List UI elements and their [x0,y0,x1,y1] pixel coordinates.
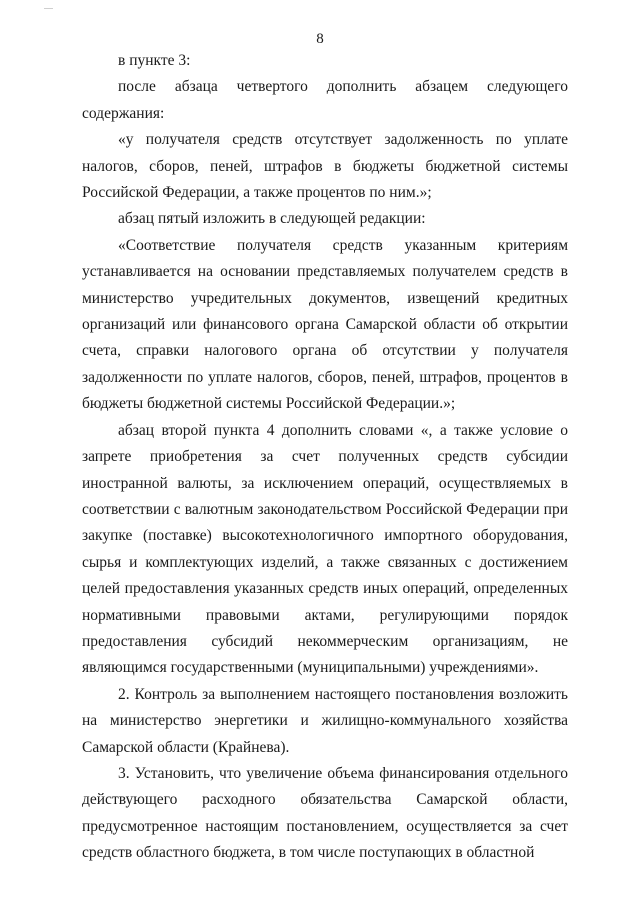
scan-mark [44,8,53,9]
paragraph-insert-after-fourth: после абзаца четвертого дополнить абзацем следующего содержания: [82,78,568,122]
paragraph-no-debt-clause: «у получателя средств отсутствует задолженность по уплате налогов, сборов, пеней, штрафов в бюджеты бюджетной системы Российской Федерации, а также процентов по ним.»; [82,131,568,202]
paragraph-item-3-intro: в пункте 3: [118,52,191,69]
paragraph-criteria-compliance: «Соответствие получателя средств указанным критериям устанавливается на основании представляемых получателем средств в министерство учредительных документов, извещений кредитных организаций или финансового органа Самарской области об открытии счета, справки налогового органа об отсутствии у получателя задолженности по уплате налогов, сборов, пеней, штрафов, процентов в бюджеты бюджетной системы Российской Федерации.»; [82,236,568,413]
paragraph-funding-increase: 3. Установить, что увеличение объема финансирования отдельного действующего расходного обязательства Самарской области, предусмотренное настоящим постановлением, осуществляется за счет средств областного бюджета, в том числе поступающих в областной [82,764,568,862]
paragraph-control-assignment: 2. Контроль за выполнением настоящего постановления возложить на министерство энергетики и жилищно-коммунального хозяйства Самарской области (Крайнева). [82,685,568,756]
paragraph-currency-prohibition: абзац второй пункта 4 дополнить словами «, а также условие о запрете приобретения за счет полученных средств субсидии иностранной валюты, за исключением операций, осуществляемых в соответствии с валютным законодательством Российской Федерации при закупке (поставке) высокотехнологичного импортного оборудования, сырья и комплектующих изделий, а также связанных с достижением целей предоставления указанных средств иных операций, определенных нормативными правовыми актами, регулирующими порядок предоставления субсидий некоммерческим организациям, не являющимся государственными (муниципальными) учреждениями». [82,421,568,677]
page-number: 8 [316,31,324,47]
paragraph-fifth-new-wording: абзац пятый изложить в следующей редакции: [118,210,426,228]
document-body [82,48,568,867]
